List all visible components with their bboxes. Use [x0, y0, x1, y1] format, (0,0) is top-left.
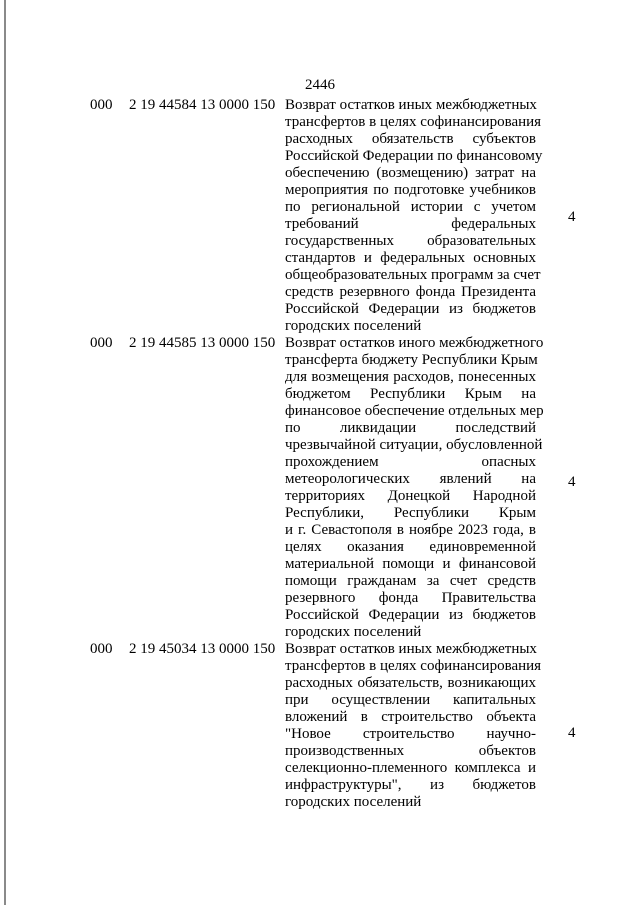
page-number: 2446	[305, 77, 335, 93]
description-line: бюджетом Республики Крым на	[285, 386, 536, 402]
description-line: по ликвидации последствий	[285, 420, 536, 436]
description-line: Российской Федерации из бюджетов	[285, 607, 536, 623]
description-line: расходных обязательств субъектов	[285, 131, 536, 147]
description-line: требований федеральных	[285, 216, 536, 232]
description-line: городских поселений	[285, 794, 422, 810]
description-line: Республики, Республики Крым	[285, 505, 536, 521]
description-line: трансферта бюджету Республики Крым	[285, 352, 538, 368]
description-line: и г. Севастополя в ноябре 2023 года, в	[285, 522, 536, 538]
table-row	[0, 335, 640, 641]
budget-classification-code: 2 19 44584 13 0000 150	[129, 97, 276, 113]
admin-code: 000	[90, 335, 113, 351]
description-line: обеспечению (возмещению) затрат на	[285, 165, 536, 181]
admin-code: 000	[90, 97, 113, 113]
budget-classification-code: 2 19 44585 13 0000 150	[129, 335, 276, 351]
description-line: прохождением опасных	[285, 454, 536, 470]
description-line: инфраструктуры", из бюджетов	[285, 777, 536, 793]
description-line: производственных объектов	[285, 743, 536, 759]
description-line: территориях Донецкой Народной	[285, 488, 536, 504]
description-line: по региональной истории с учетом	[285, 199, 536, 215]
description-line: государственных образовательных	[285, 233, 536, 249]
admin-code: 000	[90, 641, 113, 657]
row-description	[285, 335, 544, 641]
description-line: средств резервного фонда Президента	[285, 284, 536, 300]
description-line: вложений в строительство объекта	[285, 709, 536, 725]
description-line: городских поселений	[285, 624, 422, 640]
description-line: Российской Федерации из бюджетов	[285, 301, 536, 317]
budget-classification-code: 2 19 45034 13 0000 150	[129, 641, 276, 657]
amount-value: 4	[568, 725, 576, 741]
description-line: общеобразовательных программ за счет	[285, 267, 541, 283]
description-line: помощи гражданам за счет средств	[285, 573, 536, 589]
row-description	[285, 641, 542, 811]
description-line: трансфертов в целях софинансирования	[285, 658, 542, 674]
description-line: Российской Федерации по финансовому	[285, 148, 543, 164]
description-line: финансовое обеспечение отдельных мер	[285, 403, 544, 419]
table-row	[0, 641, 640, 811]
description-line: целях оказания единовременной	[285, 539, 536, 555]
description-line: резервного фонда Правительства	[285, 590, 536, 606]
budget-table	[0, 97, 640, 811]
description-line: Возврат остатков иного межбюджетного	[285, 335, 544, 351]
description-line: мероприятия по подготовке учебников	[285, 182, 536, 198]
row-description	[285, 97, 543, 335]
description-line: Возврат остатков иных межбюджетных	[285, 641, 537, 657]
description-line: Возврат остатков иных межбюджетных	[285, 97, 537, 113]
description-line: материальной помощи и финансовой	[285, 556, 536, 572]
description-line: трансфертов в целях софинансирования	[285, 114, 542, 130]
description-line: расходных обязательств, возникающих	[285, 675, 536, 691]
amount-value: 4	[568, 474, 576, 490]
amount-value: 4	[568, 209, 576, 225]
description-line: стандартов и федеральных основных	[285, 250, 536, 266]
table-row	[0, 97, 640, 335]
description-line: селекционно-племенного комплекса и	[285, 760, 536, 776]
description-line: чрезвычайной ситуации, обусловленной	[285, 437, 543, 453]
description-line: "Новое строительство научно-	[285, 726, 536, 742]
description-line: городских поселений	[285, 318, 422, 334]
description-line: при осуществлении капитальных	[285, 692, 536, 708]
description-line: для возмещения расходов, понесенных	[285, 369, 536, 385]
description-line: метеорологических явлений на	[285, 471, 536, 487]
